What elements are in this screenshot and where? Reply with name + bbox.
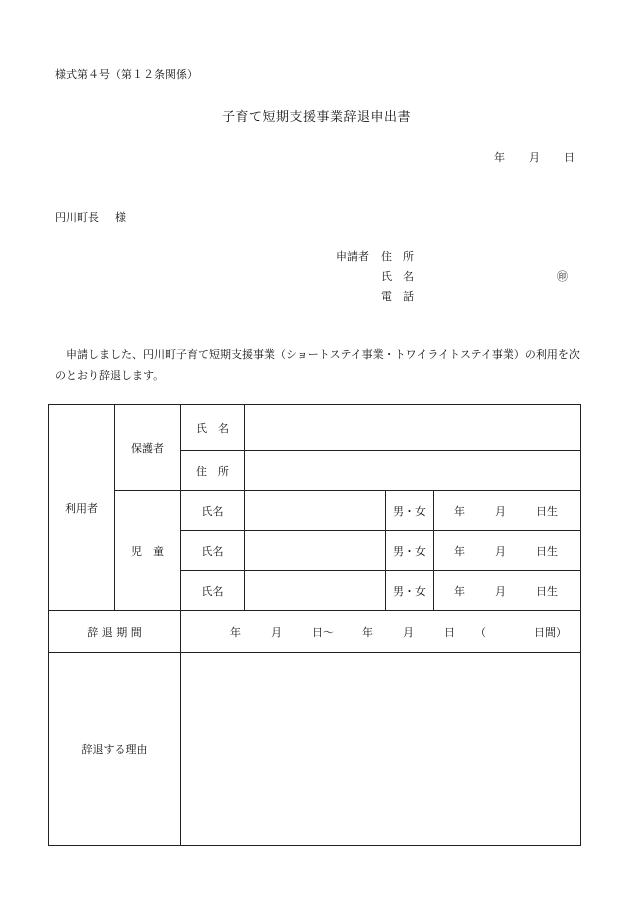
date-month-label: 月 (529, 151, 540, 164)
period-end-day: 日 (444, 625, 455, 639)
guardian-name-label: 氏 名 (181, 405, 245, 451)
child-name-field[interactable] (245, 571, 386, 611)
period-field[interactable] (181, 611, 581, 653)
child-birthdate (434, 531, 581, 571)
period-end-year: 年 (362, 625, 373, 639)
withdrawal-form-table (48, 404, 581, 846)
birth-month-label: 月 (495, 584, 506, 598)
reason-field[interactable] (181, 653, 581, 846)
applicant-phone-label: 電 話 (381, 290, 414, 303)
child-name-label: 氏名 (181, 531, 245, 571)
addressee-honorific: 様 (115, 211, 126, 224)
birth-day-label: 日生 (536, 584, 558, 598)
date-year-label: 年 (494, 151, 505, 164)
guardian-address-label: 住 所 (181, 451, 245, 491)
declaration-text: 申請しました、円川町子育て短期支援事業（ショートステイ事業・トワイライトステイ事業）の利用を次のとおり辞退します。 (55, 348, 580, 382)
child-birthdate (434, 491, 581, 531)
period-label-cell: 辞 退 期 間 (49, 611, 181, 653)
period-open-paren: （ (475, 625, 486, 639)
birth-month-label: 月 (495, 504, 506, 518)
child-label-cell: 児 童 (115, 491, 181, 611)
period-days-label: 日間） (534, 625, 567, 639)
birth-year-label: 年 (454, 504, 465, 518)
guardian-address-field[interactable] (245, 451, 581, 491)
guardian-name-field[interactable] (245, 405, 581, 451)
seal-mark: ㊞ (557, 270, 568, 283)
date-day-label: 日 (564, 151, 575, 164)
birth-year-label: 年 (454, 544, 465, 558)
document-title: 子育て短期支援事業辞退申出書 (222, 110, 412, 125)
child-name-field[interactable] (245, 491, 386, 531)
addressee-name: 円川町長 (55, 211, 99, 224)
guardian-label-cell: 保護者 (115, 405, 181, 491)
birth-year-label: 年 (454, 584, 465, 598)
form-number: 様式第４号（第１２条関係） (55, 68, 198, 81)
child-name-field[interactable] (245, 531, 386, 571)
child-name-label: 氏名 (181, 491, 245, 531)
period-start-month: 月 (271, 625, 282, 639)
child-gender-choice[interactable]: 男・女 (386, 491, 434, 531)
child-name-label: 氏名 (181, 571, 245, 611)
period-start-year: 年 (230, 625, 241, 639)
date-line (494, 149, 575, 165)
birth-day-label: 日生 (536, 504, 558, 518)
user-label-cell: 利用者 (49, 405, 115, 611)
period-end-month: 月 (403, 625, 414, 639)
applicant-label: 申請者 (336, 250, 369, 263)
birth-month-label: 月 (495, 544, 506, 558)
period-start-day: 日～ (312, 625, 334, 639)
child-gender-choice[interactable]: 男・女 (386, 571, 434, 611)
birth-day-label: 日生 (536, 544, 558, 558)
child-birthdate (434, 571, 581, 611)
applicant-name-label: 氏 名 (381, 270, 414, 283)
child-gender-choice[interactable]: 男・女 (386, 531, 434, 571)
applicant-address-label: 住 所 (381, 250, 414, 263)
reason-label-cell: 辞退する理由 (49, 653, 181, 846)
addressee (55, 209, 126, 225)
